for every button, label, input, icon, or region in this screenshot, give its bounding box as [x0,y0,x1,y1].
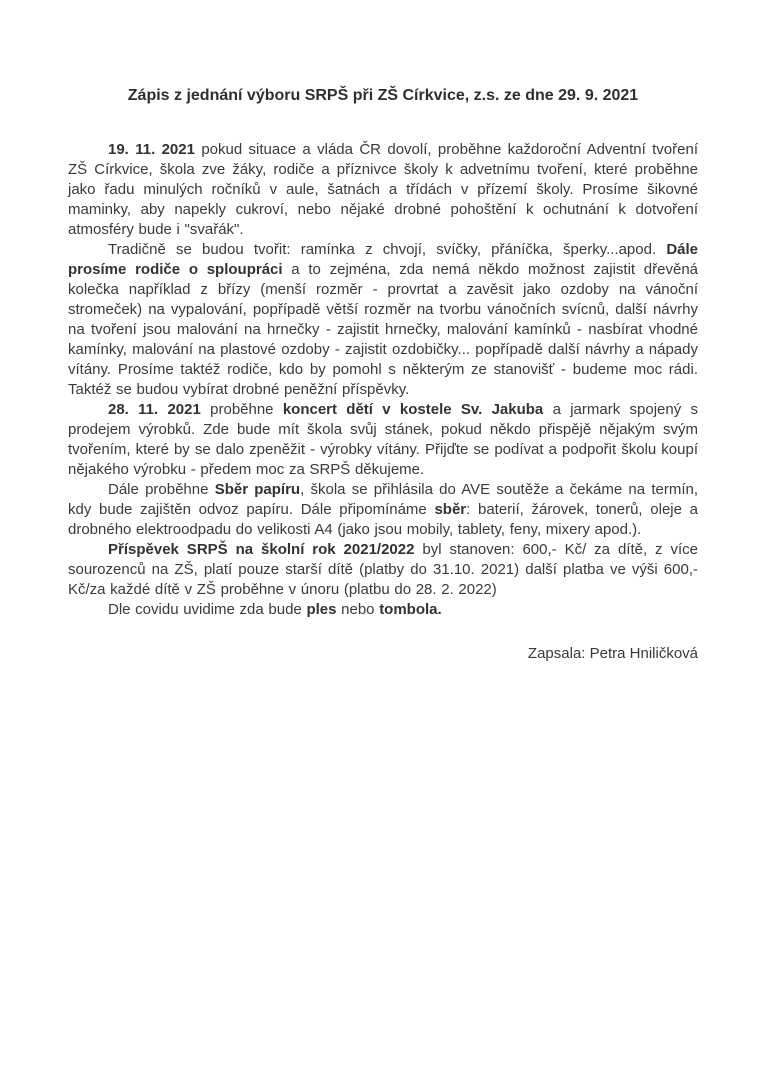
paragraph [68,400,698,480]
paragraph [68,140,698,240]
bold-text-segment: Příspěvek SRPŠ na školní rok 2021/2022 [108,541,415,558]
text-segment: a to zejména, zda nemá někdo možnost zajistit dřevěná kolečka například z břízy (menší rozměr - provrtat a zavěsit jako ozdoby na vánoční stromeček) na vypalování, popřípadě větší rozměr na tvorbu vánočních svícnů, další návrhy na tvoření jsou malování na hrnečky - zajistit hrnečky, malování kamínků - nasbírat vhodné kamínky, malování na plastové ozdoby - zajistit ozdobičky... popřípadě další návrhy a nápady vítány. Prosíme taktéž rodiče, kdo by pomohl s některým ze stanovišť - budeme moc rádi. Taktéž se budou vybírat drobné peněžní příspěvky. [68,261,698,398]
text-segment: nebo [336,601,380,618]
text-segment: : baterií, žárovek, tonerů, oleje a drobného elektroodpadu do velikosti A4 (jako jsou mobily, tablety, feny, mixery apod.). [68,501,698,538]
bold-text-segment: tombola. [379,601,442,618]
text-segment: proběhne [200,401,283,418]
text-segment: pokud situace a vláda ČR dovolí, proběhne každoroční Adventní tvoření ZŠ Církvice, škola zve žáky, rodiče a příznivce školy k advetnímu tvoření, které proběhne jako řadu minulých ročníků v aule, šatnách a třídách v přízemí školy. Prosíme šikovné maminky, aby napekly cukroví, nebo nějaké drobné pohoštění k ochutnání k dotvoření atmosféry bude i "svařák". [68,141,698,238]
text-segment: byl stanoven: 600,- Kč/ za dítě, z více sourozenců na ZŠ, platí pouze starší dítě (platby do 31.10. 2021) další platba ve výši 600,-Kč/za každé dítě v ZŠ proběhne v únoru (platbu do 28. 2. 2022) [68,541,698,598]
text-segment: Dále proběhne [108,481,215,498]
bold-text-segment: 19. 11. 2021 [108,141,195,158]
bold-text-segment: ples [306,601,337,618]
bold-text-segment: Dále prosíme rodiče o sploupráci [68,241,698,278]
paragraph [68,480,698,540]
text-segment: Dle covidu uvidime zda bude [108,601,307,618]
bold-text-segment: koncert dětí v kostele Sv. Jakuba [282,401,544,418]
signature-line: Zapsala: Petra Hniličková [527,645,698,662]
text-segment: , škola se přihlásila do AVE soutěže a čekáme na termín, kdy bude zajištěn odvoz papíru. Dále připomínáme [68,481,699,518]
document-body [68,140,698,620]
document-title: Zápis z jednání výboru SRPŠ při ZŠ Církvice, z.s. ze dne 29. 9. 2021 [127,87,639,104]
paragraph [68,540,698,600]
bold-text-segment: Sběr papíru [214,481,301,498]
text-segment: a jarmark spojený s prodejem výrobků. Zde bude mít škola svůj stánek, pokud někdo přispějě nějakým svým tvořením, které by se dalo zpeněžit - výrobky vítány. Přijďte se podívat a podpořit školu koupí nějakého výrobku - předem moc za SRPŠ děkujeme. [68,401,698,478]
bold-text-segment: sběr [434,501,467,518]
paragraph [68,240,698,400]
paragraph [68,600,698,620]
bold-text-segment: 28. 11. 2021 [108,401,201,418]
text-segment: Tradičně se budou tvořit: ramínka z chvojí, svíčky, přáníčka, šperky...apod. [108,241,667,258]
